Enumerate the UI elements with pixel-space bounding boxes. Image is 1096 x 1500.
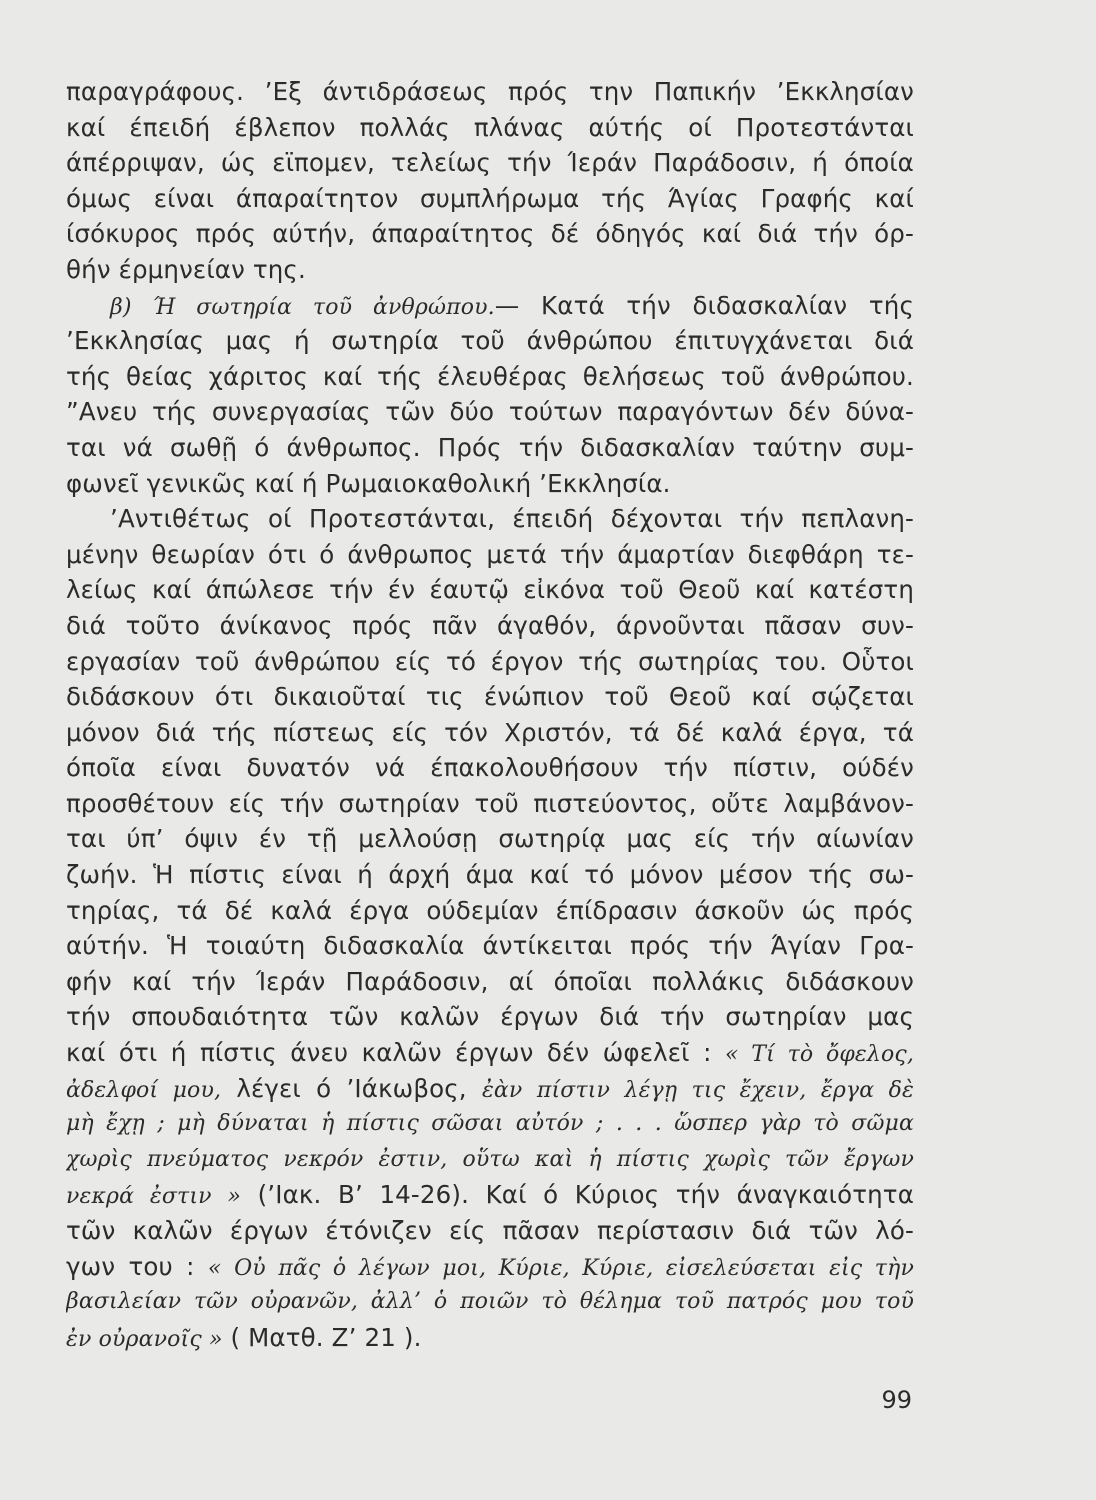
text-line: ’Αντιθέτως οί Προτεστάνται, έπειδή δέχονται τήν πεπλανη- <box>110 504 914 534</box>
text-line: όποῖα είναι δυνατόν νά έπακολουθήσουν τήν πίστιν, ούδέν <box>66 753 914 783</box>
text-line: φήν καί τήν Ίεράν Παράδοσιν, αί όποῖαι πολλάκις διδάσκουν <box>66 966 914 996</box>
text-run: (’Ιακ. Β’ 14-26). Καί ό Κύριος τήν άναγκαιότητα <box>241 1180 914 1210</box>
text-line: προσθέτουν είς τήν σωτηρίαν τοῦ πιστεύοντος, οὔτε λαμβάνον- <box>66 788 914 818</box>
text-line: μένην θεωρίαν ότι ό άνθρωπος μετά τήν άμαρτίαν διεφθάρη τε- <box>66 539 914 569</box>
text-line: όμως είναι άπαραίτητον συμπλήρωμα τής Άγίας Γραφής καί <box>66 183 914 213</box>
text-line <box>66 1177 914 1213</box>
section-heading-line <box>66 288 914 324</box>
text-line <box>66 1249 914 1285</box>
text-line: αύτήν. Ἡ τοιαύτη διδασκαλία άντίκειται πρός τήν Άγίαν Γρα- <box>66 931 914 961</box>
text-line: παραγράφους. ’Εξ άντιδράσεως πρός την Παπικήν ’Εκκλησίαν <box>66 77 914 106</box>
text-line: τής θείας χάριτος καί τής έλευθέρας θελήσεως τοῦ άνθρώπου. <box>66 361 914 391</box>
page-number: 99 <box>881 1386 912 1414</box>
text-run: λέγει ό ’Ιάκωβος, <box>221 1073 482 1103</box>
text-line: τῶν καλῶν έργων έτόνιζεν είς πᾶσαν περίστασιν διά τῶν λό- <box>66 1216 914 1245</box>
quote-run: νεκρά ἐστιν » <box>66 1184 242 1210</box>
text-line: τήν σπουδαιότητα τῶν καλῶν έργων διά τήν σωτηρίαν μας <box>66 1002 914 1032</box>
text-run: καί ότι ή πίστις άνευ καλῶν έργων δέν ώφελεῖ : <box>66 1038 725 1068</box>
text-line: ται νά σωθῇ ό άνθρωπος. Πρός τήν διδασκαλίαν ταύτην συμ- <box>66 432 914 462</box>
text-line: ’Εκκλησίας μας ή σωτηρία τοῦ άνθρώπου έπιτυγχάνεται διά <box>66 326 914 356</box>
quote-line: μὴ ἔχῃ ; μὴ δύναται ἡ πίστις σῶσαι αὐτόν ; . . . ὥσπερ γὰρ τὸ σῶμα <box>66 1111 914 1137</box>
body-text <box>66 74 914 1355</box>
quote-run: ἀδελφοί μου, <box>66 1077 222 1103</box>
quote-run: « Τί τὸ ὄφελος, <box>724 1042 914 1068</box>
text-line: φωνεῖ γενικῶς καί ή Ρωμαιοκαθολική ’Εκκλησία. <box>66 468 671 498</box>
text-line <box>66 1320 914 1356</box>
text-line: μόνον διά τής πίστεως είς τόν Χριστόν, τά δέ καλά έργα, τά <box>66 717 914 747</box>
section-heading: β) Ή σωτηρία τοῦ ἀνθρώπου. <box>110 294 495 320</box>
text-run: ( Ματθ. Ζ’ 21 ). <box>222 1322 422 1352</box>
text-line: ται ύπ’ όψιν έν τῇ μελλούσῃ σωτηρίᾳ μας είς τήν αίωνίαν <box>66 824 914 854</box>
text-line: διά τοῦτο άνίκανος πρός πᾶν άγαθόν, άρνοῦνται πᾶσαν συν- <box>66 610 914 640</box>
text-line: λείως καί άπώλεσε τήν έν έαυτῷ εἰκόνα τοῦ Θεοῦ καί κατέστη <box>66 575 914 605</box>
text-line: άπέρριψαν, ώς εϊπομεν, τελείως τήν Ίεράν Παράδοσιν, ή όποία <box>66 148 914 178</box>
text-line <box>66 1071 914 1107</box>
quote-line: χωρὶς πνεύματος νεκρόν ἐστιν, οὕτω καὶ ἡ πίστις χωρὶς τῶν ἔργων <box>66 1146 914 1172</box>
quote-line: βασιλείαν τῶν οὐρανῶν, ἀλλ’ ὁ ποιῶν τὸ θέλημα τοῦ πατρός μου τοῦ <box>66 1289 914 1315</box>
text-line: τηρίας, τά δέ καλά έργα ούδεμίαν έπίδρασιν άσκοῦν ώς πρός <box>66 895 914 925</box>
text-line: θήν έρμηνείαν της. <box>66 254 306 284</box>
text-line: ζωήν. Ἡ πίστις είναι ή άρχή άμα καί τό μόνον μέσον τής σω- <box>66 860 914 890</box>
quote-run: ἐν οὐρανοῖς » <box>66 1326 223 1352</box>
text-line: διδάσκουν ότι δικαιοῦταί τις ένώπιον τοῦ Θεοῦ καί σῴζεται <box>66 682 914 712</box>
text-line: ”Ανευ τής συνεργασίας τῶν δύο τούτων παραγόντων δέν δύνα- <box>66 397 914 427</box>
text-run: γων του : <box>66 1251 208 1281</box>
text-line <box>66 1035 914 1071</box>
text-line: εργασίαν τοῦ άνθρώπου είς τό έργον τής σωτηρίας του. Οὗτοι <box>66 646 914 676</box>
text-line: καί έπειδή έβλεπον πολλάς πλάνας αύτής οί Προτεστάνται <box>66 112 914 142</box>
quote-run: ἐὰν πίστιν λέγῃ τις ἔχειν, ἔργα δὲ <box>481 1077 914 1103</box>
text-line: ίσόκυρος πρός αύτήν, άπαραίτητος δέ όδηγός καί διά τήν όρ- <box>66 219 914 249</box>
quote-run: « Οὐ πᾶς ὁ λέγων μοι, Κύριε, Κύριε, εἰσελεύσεται εἰς τὴν <box>207 1255 914 1281</box>
text-run: — Κατά τήν διδασκαλίαν τής <box>494 290 914 320</box>
